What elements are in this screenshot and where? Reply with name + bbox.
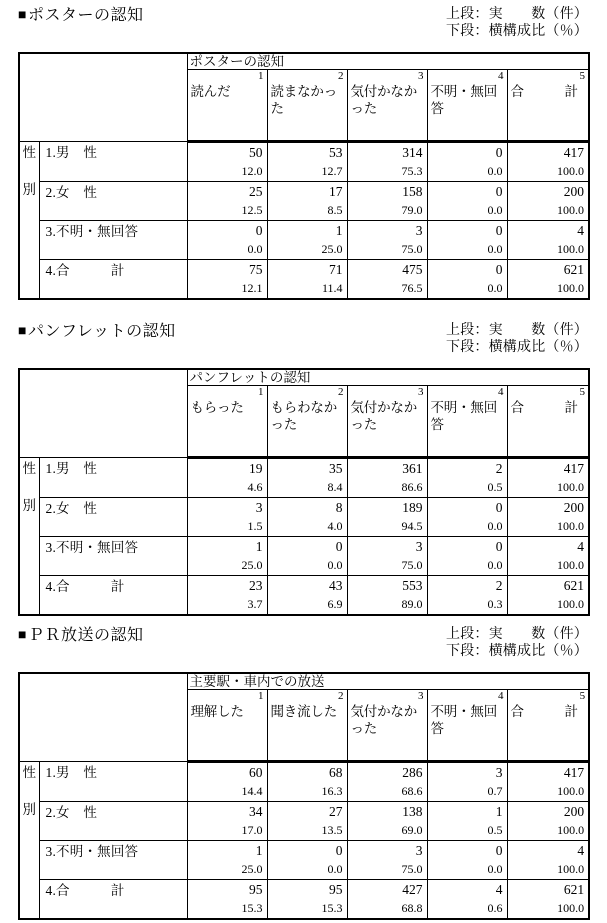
question-header: 主要駅・車内での放送 (187, 673, 589, 690)
cell-percent: 100.0 (557, 480, 585, 494)
data-cell (427, 802, 507, 841)
cell-percent: 0.0 (487, 281, 503, 295)
cell-count: 0 (495, 500, 503, 515)
data-cell (507, 576, 589, 616)
cell-percent: 12.7 (321, 164, 343, 178)
column-header-number: 1 (258, 70, 264, 82)
column-header-number: 5 (579, 386, 586, 398)
cell-percent: 12.0 (241, 164, 263, 178)
table-title (18, 6, 143, 26)
cell-count: 200 (563, 184, 585, 199)
row-label: 4.合 計 (39, 880, 187, 920)
column-header-number: 3 (418, 690, 424, 702)
header-stub-blank (19, 673, 187, 762)
cell-count: 286 (402, 765, 423, 780)
cell-count: 8 (335, 500, 343, 515)
data-cell (347, 182, 427, 221)
table-row (19, 221, 589, 260)
row-label: 4.合 計 (39, 576, 187, 616)
cell-percent: 0.0 (247, 242, 263, 256)
data-cell (427, 762, 507, 802)
data-cell (507, 841, 589, 880)
cell-percent: 25.0 (241, 862, 263, 876)
data-cell (507, 221, 589, 260)
cell-percent: 86.6 (401, 480, 423, 494)
data-cell (347, 576, 427, 616)
data-cell (427, 260, 507, 300)
table-row (19, 880, 589, 920)
cell-percent: 15.3 (321, 901, 343, 915)
cell-count: 427 (402, 882, 423, 897)
cell-count: 0 (255, 223, 263, 238)
data-cell (507, 498, 589, 537)
data-cell (187, 880, 267, 920)
cell-percent: 100.0 (557, 823, 585, 837)
question-header: ポスターの認知 (187, 53, 589, 70)
cell-count: 417 (563, 765, 585, 780)
cell-percent: 1.5 (247, 519, 263, 533)
cell-count: 138 (402, 804, 423, 819)
column-header-3 (347, 690, 427, 762)
data-cell (187, 182, 267, 221)
data-cell (347, 498, 427, 537)
column-header-number: 1 (258, 690, 264, 702)
column-header-number: 2 (338, 70, 344, 82)
cell-count: 0 (495, 145, 503, 160)
table-row (19, 458, 589, 498)
cell-percent: 100.0 (557, 862, 585, 876)
cell-count: 3 (415, 539, 423, 554)
data-cell (347, 762, 427, 802)
cross-tabulation-table (18, 52, 590, 300)
table-row (19, 576, 589, 616)
data-cell (427, 498, 507, 537)
data-cell (507, 880, 589, 920)
column-header-number: 4 (498, 386, 504, 398)
cell-percent: 16.3 (321, 784, 343, 798)
cell-count: 2 (495, 461, 503, 476)
cell-percent: 79.0 (401, 203, 423, 217)
cell-count: 621 (563, 578, 585, 593)
cell-percent: 68.6 (401, 784, 423, 798)
stub-axis-label (19, 458, 39, 616)
cell-percent: 0.7 (487, 784, 503, 798)
cell-percent: 76.5 (401, 281, 423, 295)
column-header-number: 1 (258, 386, 264, 398)
cell-count: 23 (249, 578, 263, 593)
cell-percent: 0.0 (487, 203, 503, 217)
data-cell (347, 458, 427, 498)
cell-percent: 69.0 (401, 823, 423, 837)
cell-percent: 13.5 (321, 823, 343, 837)
units-legend (446, 322, 588, 356)
cell-count: 0 (335, 843, 343, 858)
stub-axis-char: 別 (22, 498, 36, 513)
data-cell (507, 142, 589, 182)
column-header-label: 気付かなかった (350, 400, 417, 432)
cell-count: 95 (329, 882, 343, 897)
cell-percent: 0.0 (327, 558, 343, 572)
cell-count: 0 (495, 843, 503, 858)
cell-count: 3 (495, 765, 503, 780)
cell-count: 95 (249, 882, 263, 897)
data-cell (187, 576, 267, 616)
header-row-question (19, 673, 589, 690)
cell-count: 71 (329, 262, 343, 277)
cell-count: 1 (495, 804, 503, 819)
cell-percent: 100.0 (557, 558, 585, 572)
table-title-row (0, 6, 607, 52)
data-cell (427, 537, 507, 576)
bullet-square-icon: ■ (18, 628, 27, 643)
cell-count: 1 (255, 843, 263, 858)
cell-count: 621 (563, 262, 585, 277)
cell-percent: 3.7 (247, 597, 263, 611)
cell-percent: 4.0 (327, 519, 343, 533)
data-cell (267, 182, 347, 221)
table-row (19, 142, 589, 182)
cell-count: 34 (249, 804, 263, 819)
header-stub-blank (19, 369, 187, 458)
data-cell (427, 142, 507, 182)
cell-count: 553 (402, 578, 423, 593)
cell-percent: 15.3 (241, 901, 263, 915)
stub-axis-char: 性 (22, 765, 36, 780)
cell-percent: 0.0 (327, 862, 343, 876)
cell-percent: 0.6 (487, 901, 503, 915)
bullet-square-icon: ■ (18, 324, 27, 339)
cell-count: 361 (402, 461, 423, 476)
cell-count: 475 (402, 262, 423, 277)
cell-percent: 8.5 (327, 203, 343, 217)
table-title-text: パンフレットの認知 (27, 323, 176, 340)
row-label: 3.不明・無回答 (39, 841, 187, 880)
column-header-5 (507, 70, 589, 142)
data-cell (347, 880, 427, 920)
row-label: 3.不明・無回答 (39, 221, 187, 260)
legend-lower-line: 下段：横構成比（％） (446, 644, 588, 659)
row-label: 2.女 性 (39, 498, 187, 537)
cell-count: 4 (495, 882, 503, 897)
table-row (19, 537, 589, 576)
data-cell (507, 260, 589, 300)
data-cell (267, 762, 347, 802)
column-header-number: 4 (498, 690, 504, 702)
cell-count: 3 (415, 223, 423, 238)
column-header-number: 5 (579, 70, 586, 82)
column-header-label: 気付かなかった (350, 84, 417, 116)
column-header-number: 3 (418, 386, 424, 398)
data-cell (187, 802, 267, 841)
table-title (18, 322, 176, 342)
column-header-number: 4 (498, 70, 504, 82)
row-label: 3.不明・無回答 (39, 537, 187, 576)
column-header-2 (267, 690, 347, 762)
cell-count: 0 (335, 539, 343, 554)
cell-count: 0 (495, 223, 503, 238)
legend-lower-line: 下段：横構成比（％） (446, 340, 588, 355)
cell-percent: 100.0 (557, 784, 585, 798)
legend-lower-line: 下段：横構成比（％） (446, 24, 588, 39)
cell-percent: 100.0 (557, 597, 585, 611)
cell-count: 1 (335, 223, 343, 238)
column-header-label: 不明・無回答 (430, 704, 497, 736)
cell-percent: 100.0 (557, 242, 585, 256)
table-row (19, 260, 589, 300)
stub-axis-char: 別 (22, 182, 36, 197)
cell-count: 417 (563, 145, 585, 160)
header-row-question (19, 53, 589, 70)
data-cell (187, 537, 267, 576)
cell-percent: 25.0 (321, 242, 343, 256)
cell-percent: 100.0 (557, 901, 585, 915)
table-title-text: ＰＲ放送の認知 (27, 627, 144, 644)
cell-percent: 0.5 (487, 823, 503, 837)
data-cell (347, 802, 427, 841)
data-cell (187, 458, 267, 498)
column-header-4 (427, 386, 507, 458)
cell-percent: 100.0 (557, 519, 585, 533)
data-cell (507, 537, 589, 576)
column-header-label: 合 計 (510, 84, 578, 99)
row-label: 1.男 性 (39, 458, 187, 498)
cell-percent: 0.3 (487, 597, 503, 611)
cell-percent: 75.0 (401, 558, 423, 572)
cell-count: 2 (495, 578, 503, 593)
header-stub-blank (19, 53, 187, 142)
header-row-question (19, 369, 589, 386)
table-block-2 (0, 322, 607, 611)
data-cell (267, 221, 347, 260)
cell-count: 19 (249, 461, 263, 476)
cell-percent: 25.0 (241, 558, 263, 572)
data-cell (267, 142, 347, 182)
cell-count: 43 (329, 578, 343, 593)
cell-percent: 100.0 (557, 203, 585, 217)
cell-percent: 0.0 (487, 242, 503, 256)
table-row (19, 182, 589, 221)
row-label: 2.女 性 (39, 802, 187, 841)
column-header-label: 合 計 (510, 704, 578, 719)
stub-axis-char: 性 (22, 461, 36, 476)
column-header-5 (507, 386, 589, 458)
cell-count: 25 (249, 184, 263, 199)
column-header-5 (507, 690, 589, 762)
cross-tabulation-table (18, 672, 590, 920)
cell-percent: 94.5 (401, 519, 423, 533)
data-cell (267, 498, 347, 537)
data-cell (267, 576, 347, 616)
cell-percent: 0.0 (487, 519, 503, 533)
data-cell (427, 182, 507, 221)
stub-axis-label (19, 142, 39, 300)
table-title-row (0, 626, 607, 672)
column-header-label: 合 計 (510, 400, 578, 415)
cell-count: 621 (563, 882, 585, 897)
column-header-3 (347, 386, 427, 458)
column-header-label: 聞き流した (270, 704, 337, 719)
column-header-label: 読まなかった (270, 84, 337, 116)
table-row (19, 762, 589, 802)
data-cell (507, 458, 589, 498)
legend-upper-line: 上段：実 数（件） (446, 627, 588, 642)
cell-count: 1 (255, 539, 263, 554)
row-label: 1.男 性 (39, 142, 187, 182)
cell-percent: 89.0 (401, 597, 423, 611)
cell-count: 50 (249, 145, 263, 160)
data-cell (427, 458, 507, 498)
data-cell (267, 802, 347, 841)
column-header-label: 不明・無回答 (430, 400, 497, 432)
column-header-number: 5 (579, 690, 586, 702)
table-row (19, 498, 589, 537)
data-cell (347, 841, 427, 880)
row-label: 2.女 性 (39, 182, 187, 221)
column-header-1 (187, 386, 267, 458)
cell-count: 3 (415, 843, 423, 858)
cell-percent: 12.5 (241, 203, 263, 217)
data-cell (187, 260, 267, 300)
cell-percent: 75.0 (401, 242, 423, 256)
cell-count: 0 (495, 262, 503, 277)
cell-count: 17 (329, 184, 343, 199)
cell-count: 200 (563, 500, 585, 515)
cell-percent: 6.9 (327, 597, 343, 611)
data-cell (507, 762, 589, 802)
cell-percent: 17.0 (241, 823, 263, 837)
row-label: 1.男 性 (39, 762, 187, 802)
stub-axis-label (19, 762, 39, 920)
cell-count: 53 (329, 145, 343, 160)
table-title-text: ポスターの認知 (27, 7, 144, 24)
data-cell (427, 576, 507, 616)
stub-axis-char: 別 (22, 802, 36, 817)
question-header: パンフレットの認知 (187, 369, 589, 386)
cell-count: 189 (402, 500, 423, 515)
cell-percent: 100.0 (557, 281, 585, 295)
column-header-number: 3 (418, 70, 424, 82)
cell-percent: 0.0 (487, 862, 503, 876)
data-cell (507, 802, 589, 841)
table-title (18, 626, 143, 646)
cell-count: 3 (255, 500, 263, 515)
bullet-square-icon: ■ (18, 8, 27, 23)
data-cell (267, 880, 347, 920)
table-block-3 (0, 626, 607, 915)
data-cell (427, 880, 507, 920)
column-header-label: もらわなかった (270, 400, 337, 432)
data-cell (187, 841, 267, 880)
column-header-label: 読んだ (190, 84, 231, 99)
column-header-number: 2 (338, 690, 344, 702)
table-title-row (0, 322, 607, 368)
cell-percent: 11.4 (321, 281, 343, 295)
column-header-1 (187, 690, 267, 762)
legend-upper-line: 上段：実 数（件） (446, 323, 588, 338)
column-header-label: 気付かなかった (350, 704, 417, 736)
cell-percent: 0.0 (487, 164, 503, 178)
column-header-label: 理解した (190, 704, 244, 719)
column-header-4 (427, 70, 507, 142)
cell-percent: 0.0 (487, 558, 503, 572)
cell-count: 75 (249, 262, 263, 277)
table-block-1 (0, 6, 607, 295)
cell-count: 27 (329, 804, 343, 819)
cell-percent: 75.0 (401, 862, 423, 876)
cell-percent: 12.1 (241, 281, 263, 295)
cross-tabulation-table (18, 368, 590, 616)
data-cell (347, 537, 427, 576)
table-row (19, 841, 589, 880)
cell-count: 158 (402, 184, 423, 199)
units-legend (446, 626, 588, 660)
cell-count: 4 (577, 223, 585, 238)
cell-count: 68 (329, 765, 343, 780)
data-cell (187, 498, 267, 537)
cell-count: 4 (577, 539, 585, 554)
cell-percent: 68.8 (401, 901, 423, 915)
cell-count: 4 (577, 843, 585, 858)
data-cell (187, 221, 267, 260)
column-header-1 (187, 70, 267, 142)
data-cell (427, 221, 507, 260)
data-cell (267, 841, 347, 880)
cell-percent: 100.0 (557, 164, 585, 178)
column-header-label: もらった (190, 400, 244, 415)
data-cell (267, 458, 347, 498)
cell-percent: 14.4 (241, 784, 263, 798)
column-header-4 (427, 690, 507, 762)
cell-count: 200 (563, 804, 585, 819)
column-header-3 (347, 70, 427, 142)
units-legend (446, 6, 588, 40)
data-cell (347, 142, 427, 182)
data-cell (187, 762, 267, 802)
cell-percent: 8.4 (327, 480, 343, 494)
cell-count: 0 (495, 184, 503, 199)
column-header-2 (267, 70, 347, 142)
stub-axis-char: 性 (22, 145, 36, 160)
cell-percent: 4.6 (247, 480, 263, 494)
cell-count: 417 (563, 461, 585, 476)
cell-percent: 75.3 (401, 164, 423, 178)
table-row (19, 802, 589, 841)
legend-upper-line: 上段：実 数（件） (446, 7, 588, 22)
column-header-label: 不明・無回答 (430, 84, 497, 116)
data-cell (187, 142, 267, 182)
column-header-number: 2 (338, 386, 344, 398)
data-cell (347, 221, 427, 260)
cell-count: 35 (329, 461, 343, 476)
data-cell (347, 260, 427, 300)
cell-count: 0 (495, 539, 503, 554)
data-cell (267, 260, 347, 300)
data-cell (427, 841, 507, 880)
data-cell (507, 182, 589, 221)
cell-count: 314 (402, 145, 423, 160)
data-cell (267, 537, 347, 576)
row-label: 4.合 計 (39, 260, 187, 300)
cell-count: 60 (249, 765, 263, 780)
column-header-2 (267, 386, 347, 458)
cell-percent: 0.5 (487, 480, 503, 494)
